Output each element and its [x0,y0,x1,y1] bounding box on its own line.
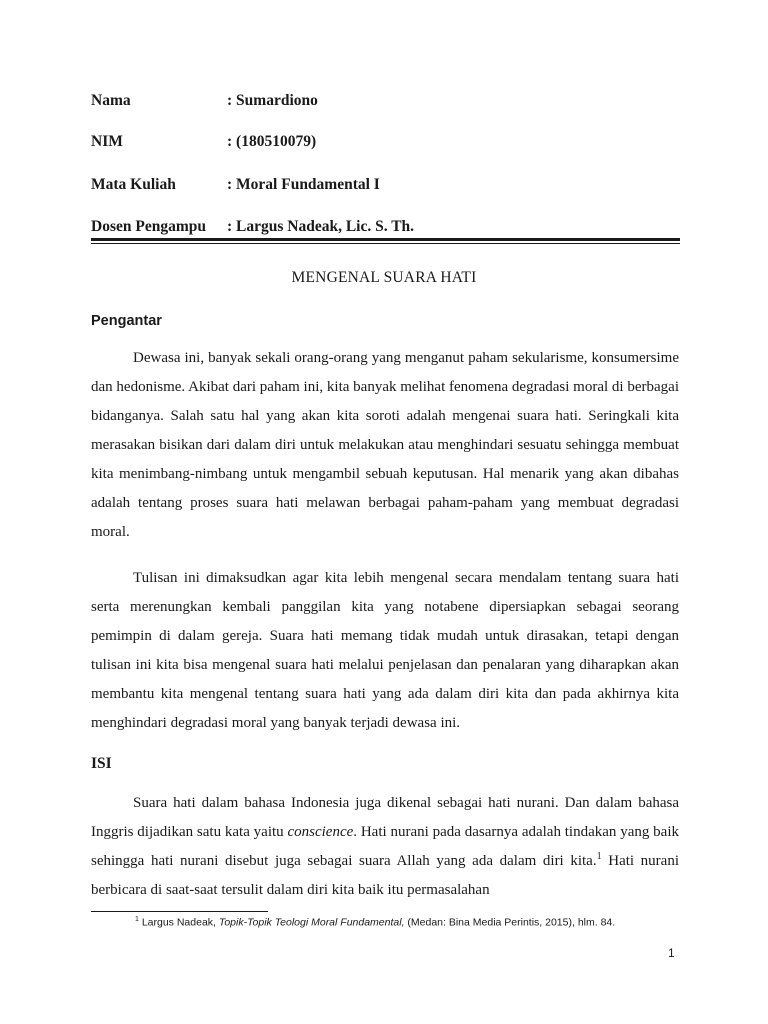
footnote-reference[interactable]: 1 [596,851,602,862]
section-heading-pengantar: Pengantar [91,313,162,329]
info-value: : Moral Fundamental I [227,176,380,193]
info-label: NIM [91,133,123,150]
paragraph-text: Hati nurani berbicara di saat-saat tersulit dalam diri kita baik itu permasalahan [91,853,680,898]
footnote-book-title: Topik-Topik Teologi Moral Fundamental, [218,916,405,929]
header-divider-thin [91,243,680,244]
section-heading-isi: ISI [91,755,112,772]
paragraph-pengantar-2: Tulisan ini dimaksudkan agar kita lebih mengenal secara mendalam tentang suara hati serta merenungkan kembali panggilan kita yang notabene dipersiapkan sebagai seorang pemimpin di dalam gereja. Suara hati memang tidak mudah untuk dirasakan, tetapi dengan tulisan ini kita bisa mengenal suara hati melalui penjelasan dan penalaran yang diharapkan akan membantu kita mengenal tentang suara hati yang ada dalam diri kita dan pada akhirnya kita menghindari degradasi moral yang banyak terjadi dewasa ini. [91,570,679,731]
paragraph-text: Suara hati dalam bahasa Indonesia juga dikenal sebagai hati nurani. Dan dalam bahasa Inggris dijadikan satu kata yaitu [91,795,679,840]
info-label: Mata Kuliah [91,176,176,193]
document-title: MENGENAL SUARA HATI [291,269,477,286]
info-value: : (180510079) [227,133,317,150]
header-divider-thick [91,238,680,241]
paragraph-text: . Hati nurani pada dasarnya adalah tindakan yang baik sehingga hati nurani disebut juga sebagai suara Allah yang ada dalam diri kita. [91,824,680,869]
footnote-publication: (Medan: Bina Media Perintis, 2015), hlm. 84. [404,916,616,929]
footnote [135,916,695,929]
footnote-author: Largus Nadeak, [138,916,219,929]
info-label: Dosen Pengampu [91,218,206,235]
footnote-marker: 1 [135,916,139,923]
info-value: : Sumardiono [227,92,318,109]
info-label: Nama [91,92,131,109]
italic-term: conscience [287,824,354,840]
paragraph-pengantar-1: Dewasa ini, banyak sekali orang-orang yang menganut paham sekularisme, konsumersime dan hedonisme. Akibat dari paham ini, kita banyak melihat fenomena degradasi moral di berbagai bidanganya. Salah satu hal yang akan kita soroti adalah mengenai suara hati. Seringkali kita merasakan bisikan dari dalam diri untuk melakukan atau menghindari sesuatu sehingga membuat kita menimbang-nimbang untuk mengambil sebuah keputusan. Hal menarik yang akan dibahas adalah tentang proses suara hati melawan berbagai paham-paham yang membuat degradasi moral. [91,350,679,540]
info-value: : Largus Nadeak, Lic. S. Th. [227,218,415,235]
footnote-divider [91,911,268,912]
page-number: 1 [668,946,675,960]
paragraph-isi-1 [91,789,679,905]
